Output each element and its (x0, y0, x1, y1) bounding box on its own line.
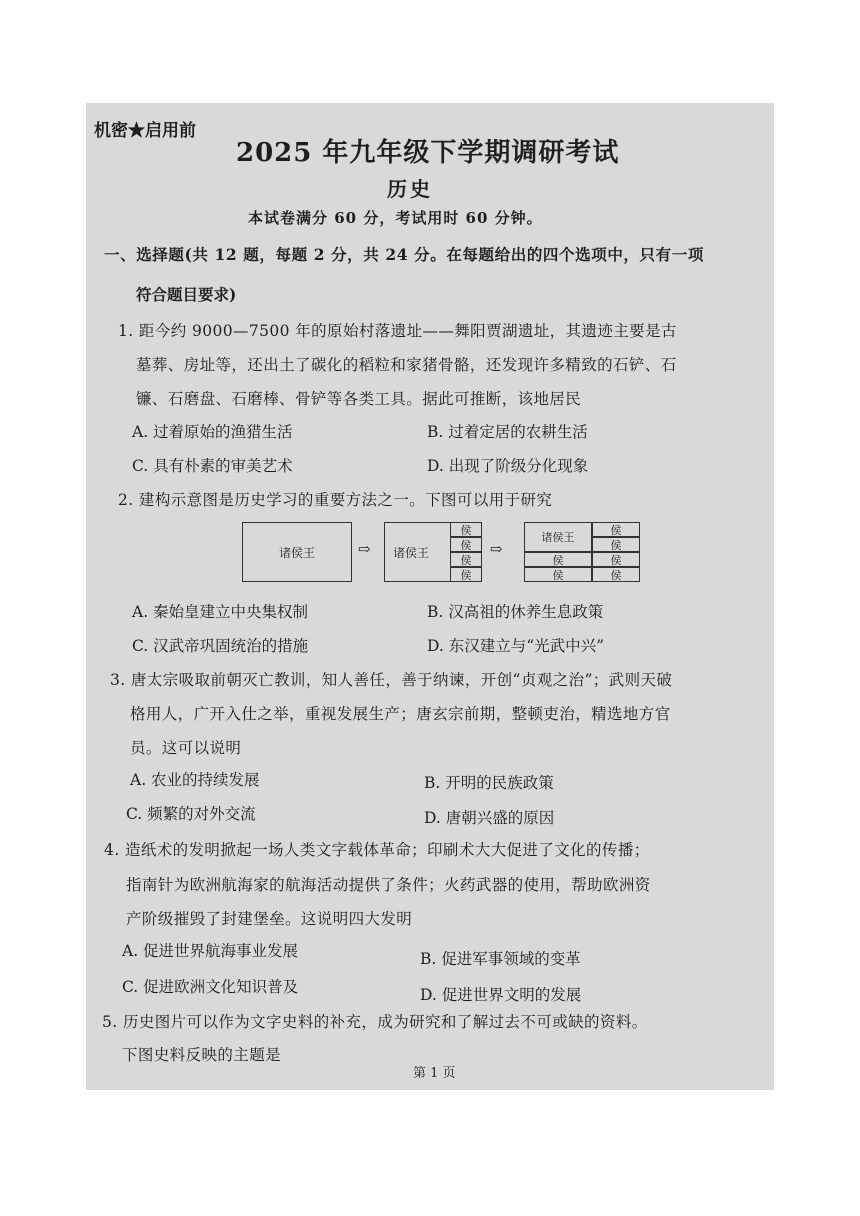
confidential-label: 机密★启用前 (94, 121, 196, 141)
q4-option-a: A. 促进世界航海事业发展 (122, 942, 299, 960)
q3-option-d: D. 唐朝兴盛的原因 (424, 809, 555, 827)
q1-line-1: 1. 距今约 9000—7500 年的原始村落遗址——舞阳贾湖遗址，其遗迹主要是古 (118, 322, 677, 340)
q1-option-a: A. 过着原始的渔猎生活 (132, 423, 293, 441)
q2-line-1: 2. 建构示意图是历史学习的重要方法之一。下图可以用于研究 (118, 491, 553, 509)
q4-line-1: 4. 造纸术的发明掀起一场人类文字载体革命；印刷术大大促进了文化的传播； (104, 841, 650, 859)
q3-option-b: B. 开明的民族政策 (424, 774, 554, 792)
diagram-box-2-cell: 侯 (450, 567, 482, 582)
q3-option-a: A. 农业的持续发展 (130, 771, 260, 789)
q2-option-c: C. 汉武帝巩固统治的措施 (132, 637, 309, 655)
page-number: 第 1 页 (413, 1066, 456, 1081)
q4-option-c: C. 促进欧洲文化知识普及 (122, 978, 299, 996)
exam-title: 2025 年九年级下学期调研考试 (236, 138, 620, 168)
q4-line-2: 指南针为欧洲航海家的航海活动提供了条件；火药武器的使用，帮助欧洲资 (126, 876, 651, 894)
q3-line-2: 格用人，广开入仕之举，重视发展生产；唐玄宗前期，整顿吏治，精选地方官 (130, 705, 671, 723)
q5-line-2: 下图史料反映的主题是 (122, 1046, 282, 1064)
q3-line-3: 员。这可以说明 (130, 739, 242, 757)
subject-title: 历史 (387, 177, 433, 201)
diagram-box-3-cell: 侯 (592, 522, 640, 537)
q4-line-3: 产阶级摧毁了封建堡垒。这说明四大发明 (126, 910, 413, 928)
q2-option-b: B. 汉高祖的休养生息政策 (427, 603, 604, 621)
q4-option-d: D. 促进世界文明的发展 (420, 986, 582, 1004)
q1-option-d: D. 出现了阶级分化现象 (427, 457, 589, 475)
diagram-box-3-cell: 侯 (524, 567, 592, 582)
diagram-box-2-label: 诸侯王 (393, 545, 430, 560)
q4-option-b: B. 促进军事领域的变革 (420, 950, 581, 968)
section-heading-line2: 符合题目要求) (136, 285, 237, 304)
feudal-structure-diagram (242, 520, 642, 584)
section-heading-line1: 一、选择题(共 12 题，每题 2 分，共 24 分。在每题给出的四个选项中，只有一项 (104, 245, 704, 264)
exam-note: 本试卷满分 60 分，考试用时 60 分钟。 (248, 209, 543, 227)
diagram-arrow-1: ⇨ (358, 540, 371, 558)
diagram-box-3-label: 诸侯王 (524, 522, 592, 552)
exam-sheet (86, 103, 774, 1090)
diagram-box-2-cell: 侯 (450, 537, 482, 552)
diagram-box-3-cell: 侯 (592, 537, 640, 552)
diagram-box-2-cell: 侯 (450, 552, 482, 567)
q3-line-1: 3. 唐太宗吸取前朝灭亡教训，知人善任，善于纳谏，开创“贞观之治”；武则天破 (110, 671, 673, 689)
q1-line-3: 镰、石磨盘、石磨棒、骨铲等各类工具。据此可推断，该地居民 (136, 390, 582, 408)
q2-option-a: A. 秦始皇建立中央集权制 (132, 603, 309, 621)
diagram-box-3-cell: 侯 (592, 552, 640, 567)
diagram-box-1: 诸侯王 (242, 522, 352, 582)
q2-option-d: D. 东汉建立与“光武中兴” (427, 637, 605, 655)
q5-line-1: 5. 历史图片可以作为文字史料的补充，成为研究和了解过去不可或缺的资料。 (102, 1013, 648, 1031)
diagram-box-3-cell: 侯 (524, 552, 592, 567)
diagram-box-3-cell: 侯 (592, 567, 640, 582)
q3-option-c: C. 频繁的对外交流 (126, 805, 256, 823)
diagram-box-2-cell: 侯 (450, 522, 482, 537)
diagram-arrow-2: ⇨ (490, 540, 503, 558)
q1-option-c: C. 具有朴素的审美艺术 (132, 457, 293, 475)
q1-option-b: B. 过着定居的农耕生活 (427, 423, 588, 441)
q1-line-2: 墓葬、房址等，还出土了碳化的稻粒和家猪骨骼，还发现许多精致的石铲、石 (136, 356, 677, 374)
